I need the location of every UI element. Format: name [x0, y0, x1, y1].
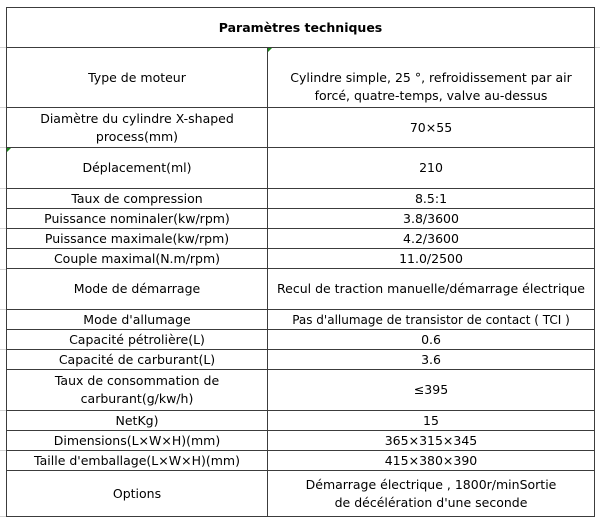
row-label: Capacité pétrolière(L) — [7, 330, 268, 350]
row-value: 365×315×345 — [268, 431, 595, 451]
row-value: ≤395 — [268, 370, 595, 411]
table-row — [7, 431, 595, 451]
spec-table — [6, 7, 595, 517]
row-value: 3.8/3600 — [268, 209, 595, 229]
row-value: 210 — [268, 148, 595, 189]
row-label: Mode de démarrage — [7, 269, 268, 310]
row-value: Démarrage électrique , 1800r/minSortie de décélération d'une seconde — [268, 471, 595, 517]
row-label: Mode d'allumage — [7, 310, 268, 330]
row-value: 70×55 — [268, 108, 595, 148]
table-title-row — [7, 8, 595, 48]
row-label: Taux de compression — [7, 189, 268, 209]
row-label: Options — [7, 471, 268, 517]
row-value: Cylindre simple, 25 °, refroidissement par air forcé, quatre-temps, valve au-dessus — [268, 48, 595, 108]
row-label: Taille d'emballage(L×W×H)(mm) — [7, 451, 268, 471]
table-title: Paramètres techniques — [7, 8, 595, 48]
table-row — [7, 249, 595, 269]
table-row — [7, 350, 595, 370]
table-row — [7, 48, 595, 108]
table-row — [7, 411, 595, 431]
row-label: Taux de consommation de carburant(g/kw/h) — [7, 370, 268, 411]
row-value: 415×380×390 — [268, 451, 595, 471]
table-row — [7, 310, 595, 330]
row-label: Diamètre du cylindre X-shaped process(mm) — [7, 108, 268, 148]
row-value: Recul de traction manuelle/démarrage électrique — [268, 269, 595, 310]
table-row — [7, 209, 595, 229]
row-label: Puissance maximale(kw/rpm) — [7, 229, 268, 249]
table-row — [7, 229, 595, 249]
table-row — [7, 330, 595, 350]
table-row — [7, 451, 595, 471]
row-value: 11.0/2500 — [268, 249, 595, 269]
row-value: 8.5:1 — [268, 189, 595, 209]
row-label: NetKg) — [7, 411, 268, 431]
row-value: 15 — [268, 411, 595, 431]
row-label: Dimensions(L×W×H)(mm) — [7, 431, 268, 451]
table-row — [7, 108, 595, 148]
row-label: Couple maximal(N.m/rpm) — [7, 249, 268, 269]
cell-comment-marker — [268, 48, 272, 52]
table-row — [7, 471, 595, 517]
row-label: Capacité de carburant(L) — [7, 350, 268, 370]
table-row — [7, 370, 595, 411]
table-row — [7, 269, 595, 310]
table-row — [7, 148, 595, 189]
row-label: Type de moteur — [7, 48, 268, 108]
row-label: Déplacement(ml) — [7, 148, 268, 189]
row-value: 3.6 — [268, 350, 595, 370]
row-value: 4.2/3600 — [268, 229, 595, 249]
row-label: Puissance nominaler(kw/rpm) — [7, 209, 268, 229]
table-row — [7, 189, 595, 209]
row-value: Pas d'allumage de transistor de contact ( TCI ) — [268, 310, 595, 330]
row-value: 0.6 — [268, 330, 595, 350]
cell-comment-marker — [7, 148, 11, 152]
